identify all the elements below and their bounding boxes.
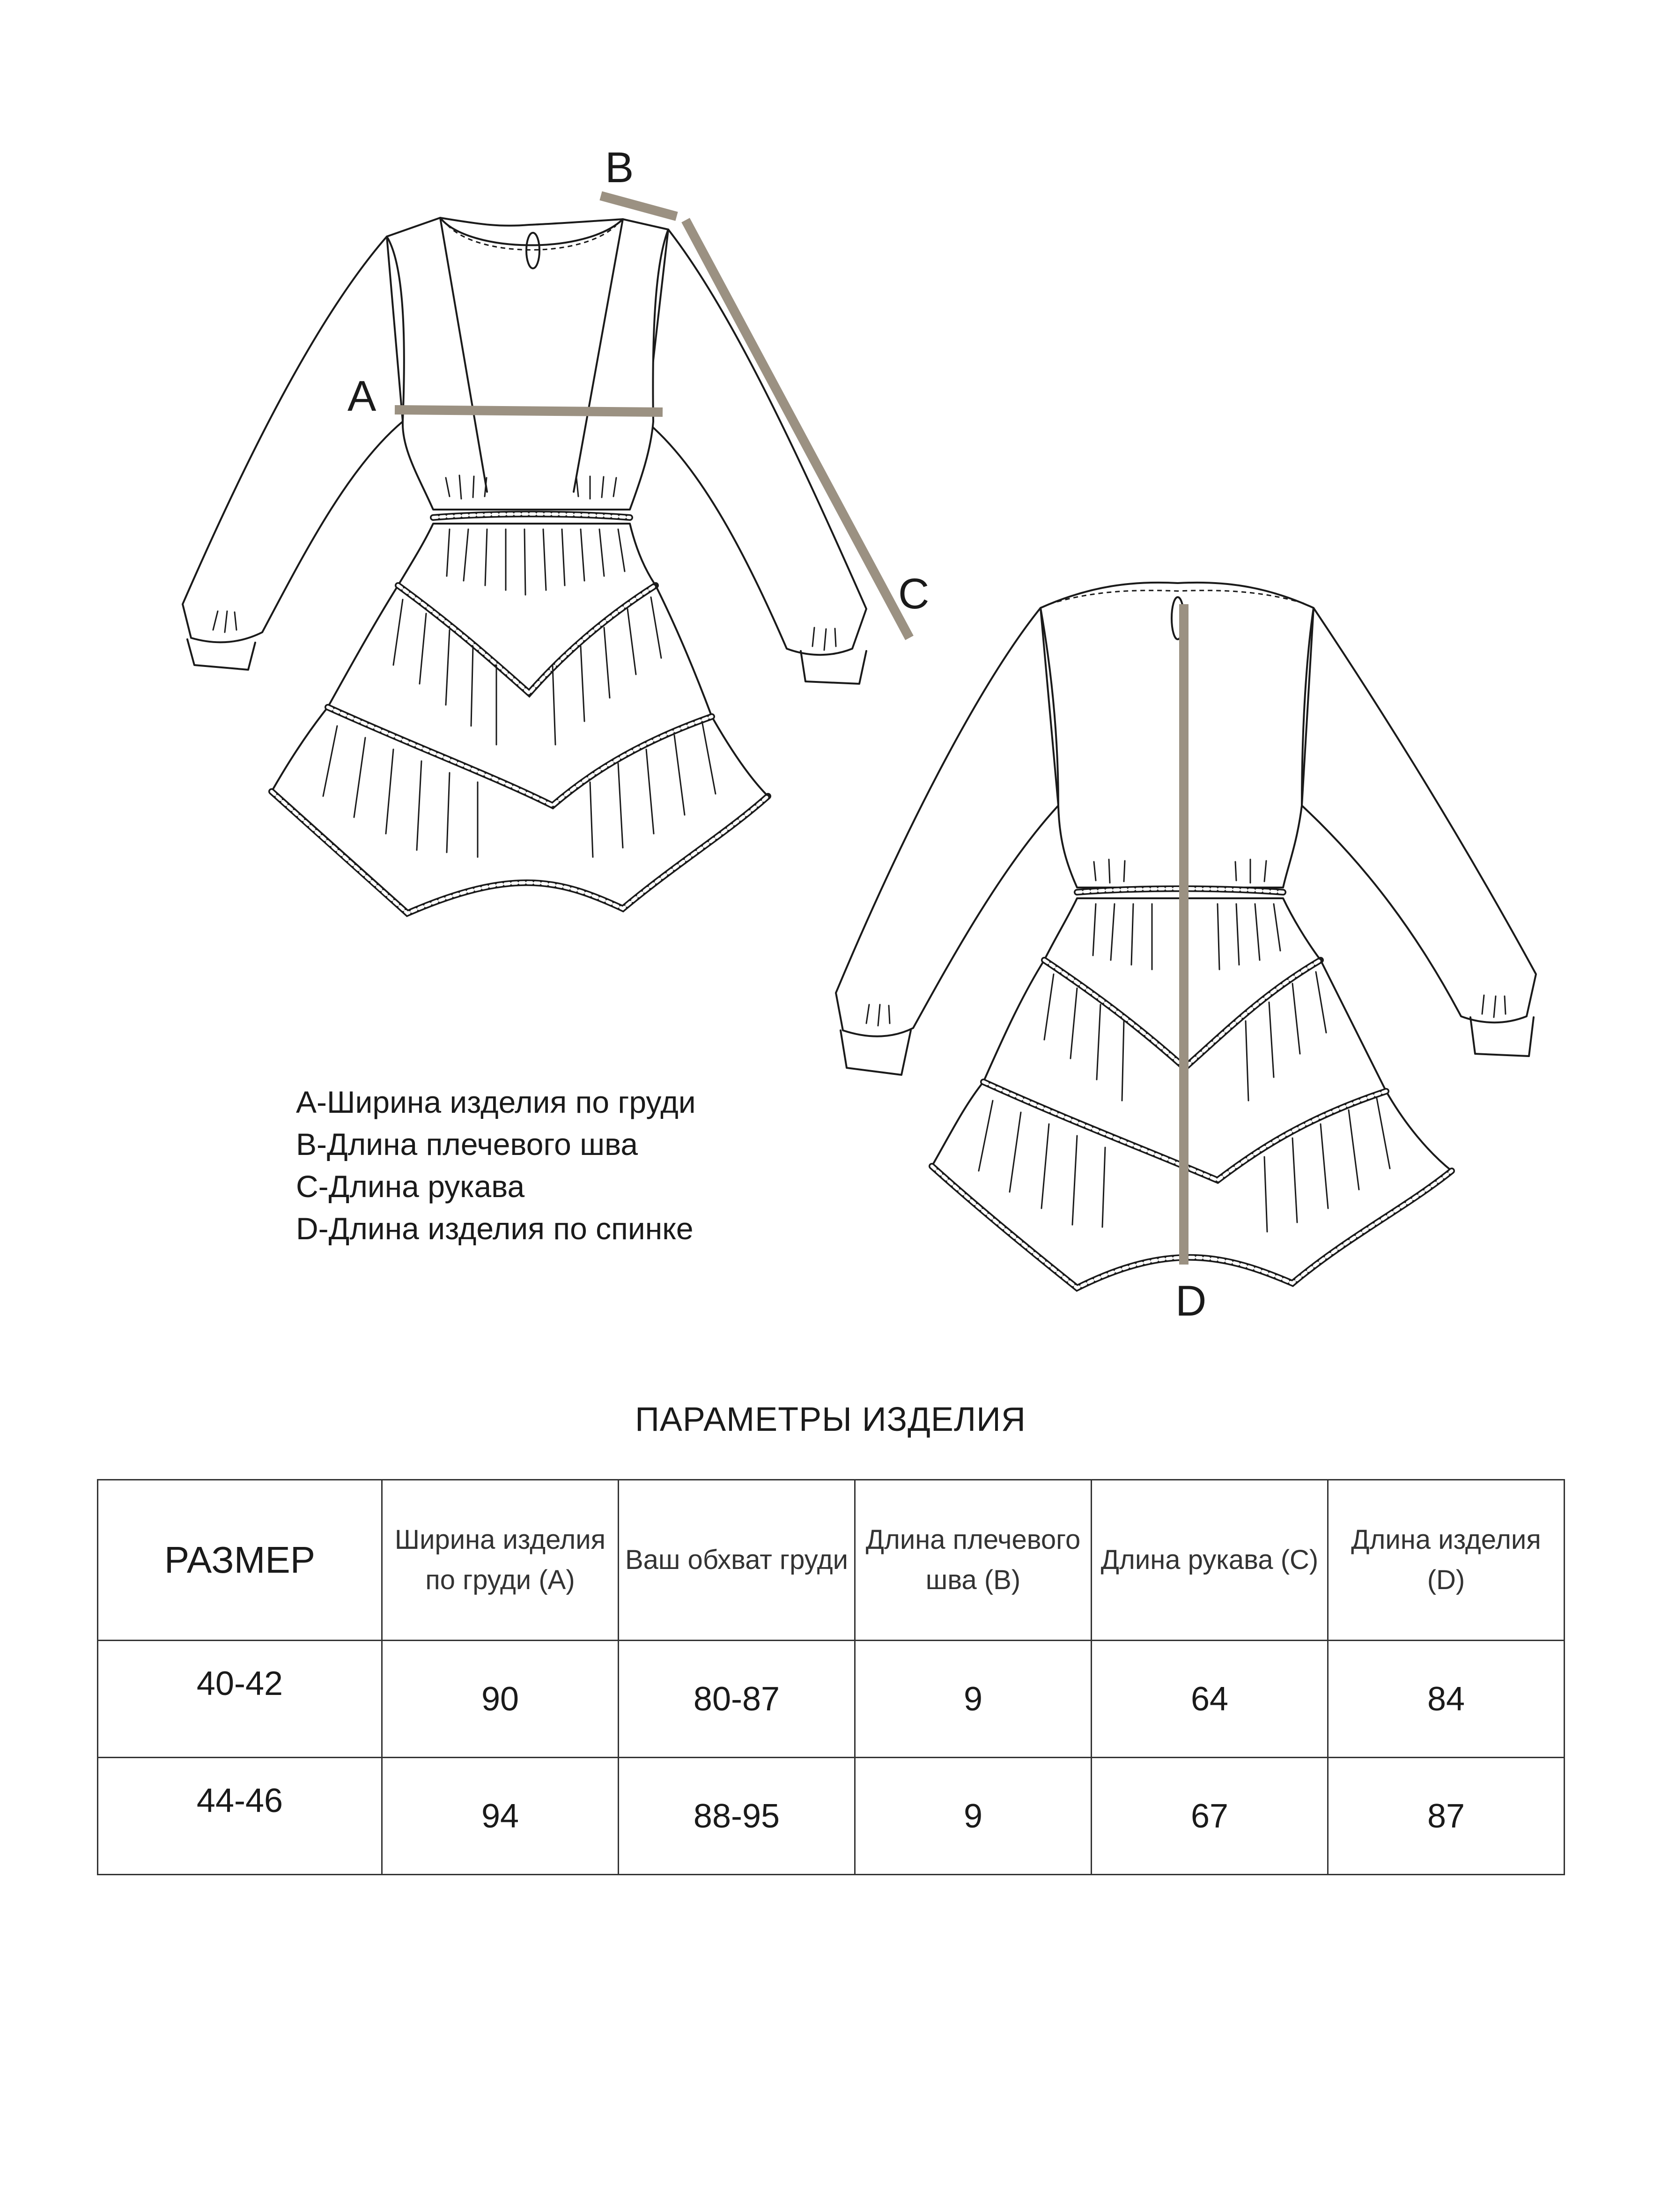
table-row: [98, 1641, 1565, 1758]
front-right-sleeve: [646, 229, 866, 655]
front-left-sleeve: [183, 237, 403, 642]
header-shoulder-length: Длина плечевого шва (B): [855, 1480, 1092, 1641]
cell-bust-girth: 80-87: [619, 1641, 855, 1758]
dress-front-sketch: [183, 196, 909, 913]
marker-b-label: B: [605, 144, 634, 192]
size-table: [97, 1479, 1565, 1875]
cell-chest-width: 90: [382, 1641, 619, 1758]
cell-size: 44-46: [98, 1758, 382, 1875]
header-size: РАЗМЕР: [98, 1480, 382, 1641]
cell-garment-length: 84: [1328, 1641, 1565, 1758]
header-chest-width: Ширина изделия по груди (A): [382, 1480, 619, 1641]
marker-c-label: C: [898, 570, 930, 618]
back-right-sleeve: [1302, 608, 1536, 1022]
legend-item-a: A-Ширина изделия по груди: [296, 1085, 696, 1119]
header-bust-girth: Ваш обхват груди: [619, 1480, 855, 1641]
dress-back-sketch: [836, 583, 1536, 1288]
legend-item-d: D-Длина изделия по спинке: [296, 1211, 694, 1246]
measure-line-b: [601, 196, 677, 216]
legend-item-b: B-Длина плечевого шва: [296, 1127, 638, 1161]
measurement-legend: [296, 1081, 696, 1250]
back-bodice: [1041, 583, 1314, 888]
cell-size: 40-42: [98, 1641, 382, 1758]
cell-bust-girth: 88-95: [619, 1758, 855, 1875]
cell-chest-width: 94: [382, 1758, 619, 1875]
cell-garment-length: 87: [1328, 1758, 1565, 1875]
section-title: ПАРАМЕТРЫ ИЗДЕЛИЯ: [635, 1401, 1026, 1438]
legend-item-c: C-Длина рукава: [296, 1169, 525, 1204]
header-sleeve-length: Длина рукава (C): [1092, 1480, 1328, 1641]
marker-d-label: D: [1175, 1277, 1207, 1325]
cell-sleeve-length: 64: [1092, 1641, 1328, 1758]
header-garment-length: Длина изделия (D): [1328, 1480, 1565, 1641]
table-row: [98, 1758, 1565, 1875]
back-left-sleeve: [836, 608, 1058, 1036]
cell-shoulder-length: 9: [855, 1641, 1092, 1758]
marker-a-label: A: [347, 372, 376, 420]
cell-shoulder-length: 9: [855, 1758, 1092, 1875]
table-header-row: [98, 1480, 1565, 1641]
measure-line-a: [395, 410, 663, 412]
cell-sleeve-length: 67: [1092, 1758, 1328, 1875]
